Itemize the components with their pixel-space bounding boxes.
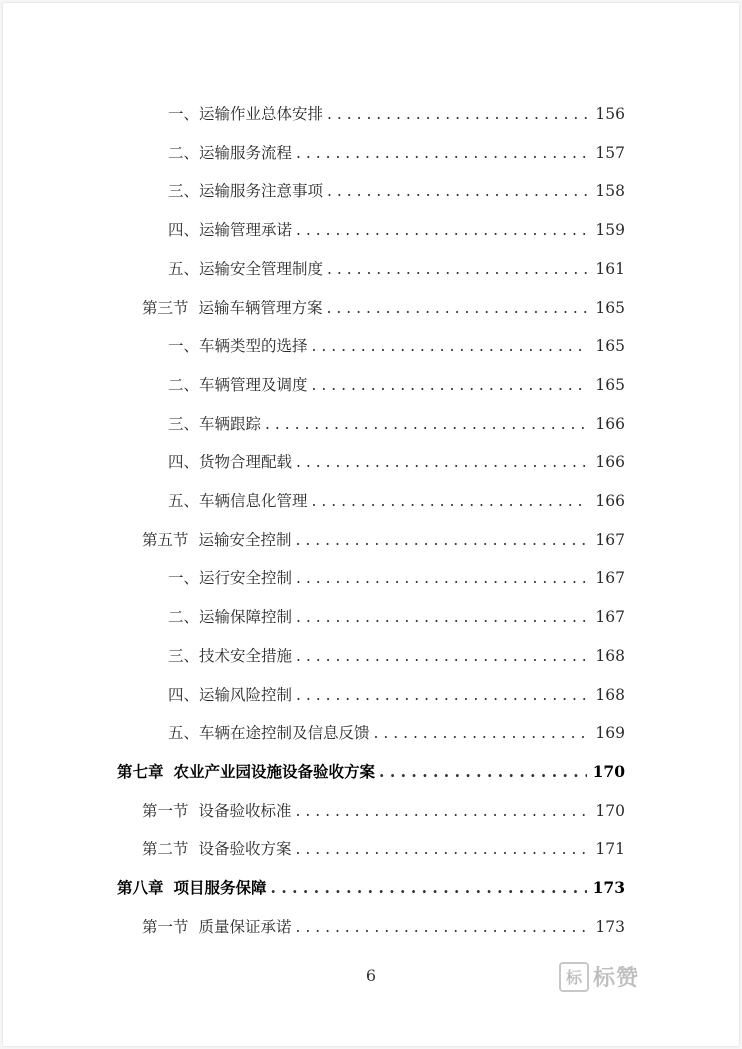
toc-dot-leader xyxy=(271,878,587,898)
toc-entry-page-number: 165 xyxy=(595,298,625,317)
toc-entry-page-number: 165 xyxy=(595,375,625,394)
toc-entry-label xyxy=(168,220,296,240)
toc-entry-label xyxy=(168,143,296,163)
toc-entry-title: 车辆类型的选择 xyxy=(199,337,308,356)
toc-entry-page-number: 156 xyxy=(595,105,625,123)
toc-entry[interactable] xyxy=(117,870,625,906)
toc-entry-number: 二、 xyxy=(168,143,200,162)
toc-entry-title: 车辆跟踪 xyxy=(199,414,262,433)
toc-entry-page-number: 166 xyxy=(595,414,625,433)
toc-dot-leader xyxy=(312,491,590,511)
toc-entry-label xyxy=(142,298,327,318)
toc-entry-number: 四、 xyxy=(168,453,200,472)
watermark-logo xyxy=(559,961,639,992)
toc-dot-leader xyxy=(265,414,589,434)
toc-entry-label xyxy=(168,491,312,511)
toc-entry[interactable] xyxy=(168,715,625,751)
toc-entry-label xyxy=(142,917,296,937)
toc-entry-number: 三、 xyxy=(168,182,200,201)
toc-entry-number: 第二节 xyxy=(142,840,189,859)
toc-dot-leader xyxy=(296,143,589,163)
toc-dot-leader xyxy=(296,801,590,821)
toc-entry-title: 运输保障控制 xyxy=(199,608,293,627)
toc-entry[interactable] xyxy=(168,560,625,596)
toc-entry-number: 二、 xyxy=(168,608,200,627)
toc-entry-page-number: 168 xyxy=(595,646,625,665)
toc-dot-leader xyxy=(327,104,589,124)
toc-entry-number: 第三节 xyxy=(142,298,189,317)
toc-entry-page-number: 173 xyxy=(595,917,625,936)
toc-entry-label xyxy=(142,839,296,859)
toc-dot-leader xyxy=(296,607,589,627)
toc-entry-number: 五、 xyxy=(168,724,200,743)
toc-entry-title: 运输服务注意事项 xyxy=(199,182,324,201)
toc-entry-label xyxy=(168,568,296,588)
toc-entry[interactable] xyxy=(168,406,625,442)
toc-dot-leader xyxy=(296,839,590,859)
toc-entry[interactable] xyxy=(168,444,625,480)
toc-dot-leader xyxy=(296,530,590,550)
toc-entry[interactable] xyxy=(168,638,625,674)
toc-entry-label xyxy=(142,530,296,550)
toc-entry-label xyxy=(168,259,327,279)
toc-dot-leader xyxy=(296,452,589,472)
toc-entry-page-number: 165 xyxy=(595,337,625,356)
toc-entry[interactable] xyxy=(142,909,625,945)
toc-entry[interactable] xyxy=(142,522,625,558)
toc-dot-leader xyxy=(327,298,590,318)
toc-entry-label xyxy=(168,181,327,201)
toc-entry[interactable] xyxy=(168,212,625,248)
toc-entry-title: 农业产业园设施设备验收方案 xyxy=(173,761,376,781)
toc-dot-leader xyxy=(296,568,589,588)
toc-entry-number: 四、 xyxy=(168,221,200,240)
toc-dot-leader xyxy=(374,723,590,743)
toc-entry-number: 四、 xyxy=(168,685,200,704)
toc-entry-title: 设备验收方案 xyxy=(198,840,292,859)
toc-entry-title: 运输安全控制 xyxy=(198,530,292,549)
toc-entry-page-number: 159 xyxy=(595,221,625,240)
toc-entry-label xyxy=(168,336,312,356)
toc-dot-leader xyxy=(296,646,589,666)
toc-entry-label xyxy=(117,878,271,898)
toc-entry-number: 一、 xyxy=(168,569,200,588)
document-page xyxy=(3,3,739,1046)
toc-entry-title: 设备验收标准 xyxy=(198,801,292,820)
toc-entry-title: 运输管理承诺 xyxy=(199,221,293,240)
toc-entry[interactable] xyxy=(168,96,625,132)
toc-entry-page-number: 166 xyxy=(595,453,625,472)
toc-entry[interactable] xyxy=(117,754,625,790)
toc-entry-page-number: 167 xyxy=(595,569,625,588)
toc-entry-label xyxy=(168,104,327,124)
toc-entry-number: 第一节 xyxy=(142,801,189,820)
toc-entry-page-number: 167 xyxy=(595,530,625,549)
toc-entry[interactable] xyxy=(142,793,625,829)
toc-entry-page-number: 168 xyxy=(595,685,625,704)
toc-entry-title: 车辆信息化管理 xyxy=(199,492,308,510)
logo-mark-icon: 标 xyxy=(559,962,589,992)
toc-entry[interactable] xyxy=(168,367,625,403)
toc-dot-leader xyxy=(312,375,590,395)
toc-entry-page-number: 157 xyxy=(595,143,625,162)
toc-entry-label xyxy=(142,801,296,821)
toc-entry[interactable] xyxy=(168,328,625,364)
toc-entry-page-number: 161 xyxy=(595,259,625,278)
toc-dot-leader xyxy=(327,259,589,279)
toc-entry-title: 车辆在途控制及信息反馈 xyxy=(199,724,370,743)
toc-entry[interactable] xyxy=(168,251,625,287)
toc-entry-page-number: 170 xyxy=(592,761,625,781)
toc-entry[interactable] xyxy=(168,599,625,635)
toc-entry[interactable] xyxy=(168,135,625,171)
toc-dot-leader xyxy=(327,181,589,201)
toc-entry-title: 运输风险控制 xyxy=(199,685,293,704)
toc-entry-number: 一、 xyxy=(168,337,200,356)
logo-text: 标赞 xyxy=(592,966,639,991)
toc-entry-title: 项目服务保障 xyxy=(173,878,267,897)
toc-entry-title: 运输作业总体安排 xyxy=(199,105,324,123)
toc-entry-title: 车辆管理及调度 xyxy=(199,375,308,394)
toc-entry[interactable] xyxy=(142,831,625,867)
toc-entry-number: 二、 xyxy=(168,375,200,394)
toc-entry-title: 运输车辆管理方案 xyxy=(198,298,323,317)
toc-entry-number: 三、 xyxy=(168,414,200,433)
toc-entry-number: 五、 xyxy=(168,492,200,510)
toc-entry-page-number: 158 xyxy=(595,182,625,201)
toc-entry-page-number: 169 xyxy=(595,724,625,743)
toc-entry[interactable] xyxy=(142,290,625,326)
toc-entry-title: 运输服务流程 xyxy=(199,143,293,162)
toc-entry-label xyxy=(168,607,296,627)
toc-dot-leader xyxy=(296,685,589,705)
toc-entry-number: 一、 xyxy=(168,105,200,123)
toc-entry-title: 技术安全措施 xyxy=(199,646,293,665)
toc-entry-title: 运输安全管理制度 xyxy=(199,259,324,278)
toc-entry-label xyxy=(168,452,296,472)
toc-entry[interactable] xyxy=(168,173,625,209)
toc-entry-page-number: 167 xyxy=(595,608,625,627)
toc-entry-page-number: 170 xyxy=(595,801,625,820)
toc-entry-label xyxy=(168,414,265,434)
toc-entry-title: 货物合理配载 xyxy=(199,453,293,472)
toc-entry[interactable] xyxy=(168,483,625,519)
toc-entry-label xyxy=(168,723,374,743)
toc-entry-number: 五、 xyxy=(168,259,200,278)
toc-entry-number: 第五节 xyxy=(142,530,189,549)
toc-entry-number: 第七章 xyxy=(117,761,164,781)
toc-dot-leader xyxy=(379,762,587,782)
toc-entry-label xyxy=(168,685,296,705)
toc-dot-leader xyxy=(296,917,590,937)
toc-entry-page-number: 166 xyxy=(595,492,625,510)
toc-entry-label xyxy=(168,375,312,395)
toc-entry-page-number: 173 xyxy=(592,878,625,897)
toc-entry-title: 运行安全控制 xyxy=(199,569,293,588)
toc-entry-number: 三、 xyxy=(168,646,200,665)
page-number: 6 xyxy=(365,966,377,985)
toc-entry-number: 第一节 xyxy=(142,917,189,936)
toc-entry-label xyxy=(168,646,296,666)
toc-entry-label xyxy=(117,762,379,782)
toc-dot-leader xyxy=(312,336,590,356)
toc-entry-page-number: 171 xyxy=(595,840,625,859)
toc-entry[interactable] xyxy=(168,677,625,713)
toc-dot-leader xyxy=(296,220,589,240)
toc-entry-title: 质量保证承诺 xyxy=(198,917,292,936)
toc-entry-number: 第八章 xyxy=(117,878,164,897)
